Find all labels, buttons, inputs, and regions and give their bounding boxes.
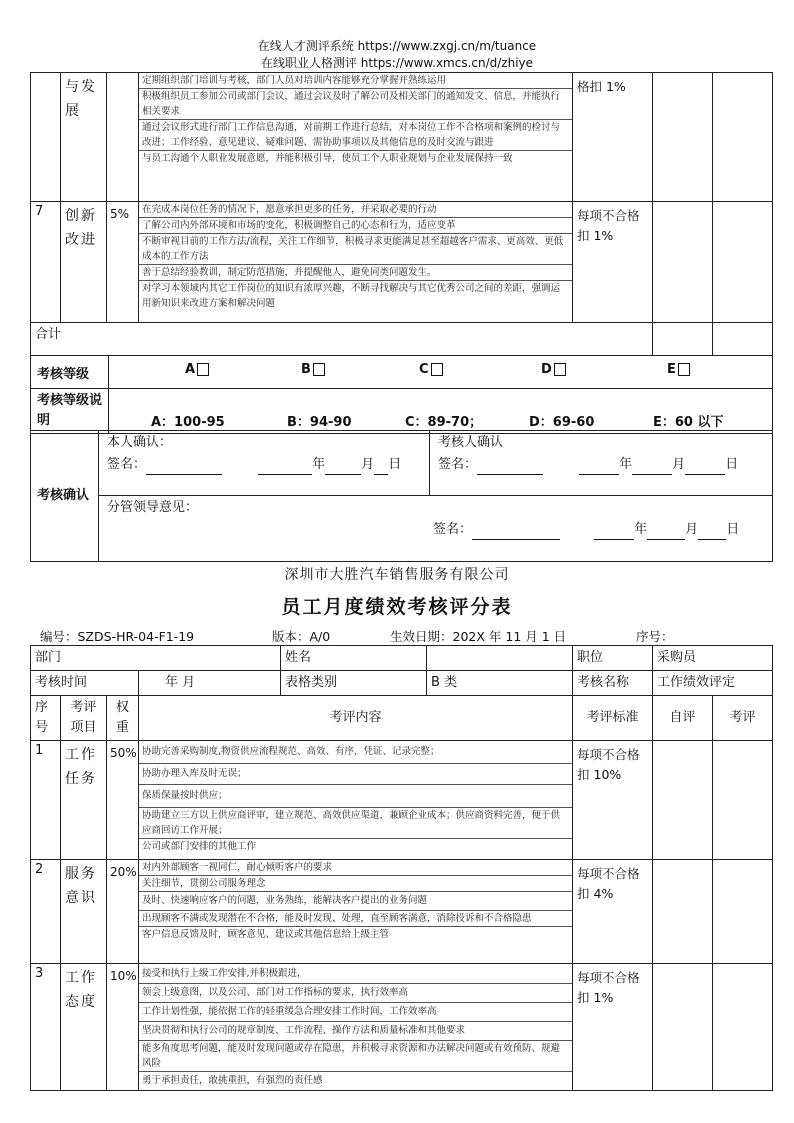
name-field[interactable] [427, 646, 573, 671]
row-standard: 每项不合格扣 10% [573, 741, 653, 860]
content-point: 客户信息反馈及时，顾客意见、建议或其他信息给上级主管 [142, 929, 390, 940]
year-label: 年 [634, 522, 648, 537]
col-item-header: 考评项目 [61, 696, 107, 741]
self-score-cell[interactable] [653, 741, 713, 860]
row-item: 服务意识 [61, 860, 107, 964]
grade-options [109, 356, 773, 389]
col-content-header: 考评内容 [139, 696, 573, 741]
year-label: 年 [312, 457, 326, 472]
grade-desc-e: E：60 以下 [653, 415, 724, 430]
self-confirm-cell[interactable] [99, 431, 430, 496]
row-weight: 20% [107, 860, 139, 964]
checkbox-icon [313, 363, 325, 376]
grade-label: 考核等级 [31, 356, 109, 389]
total-row [31, 323, 773, 356]
checkbox-icon [554, 363, 566, 376]
table-row [31, 860, 773, 964]
col-review-header: 考评 [713, 696, 773, 741]
leader-opinion-cell[interactable] [99, 496, 773, 562]
grade-desc-row [31, 389, 773, 434]
grade-option-e[interactable]: E [667, 362, 690, 377]
sign-label: 签名： [433, 522, 473, 537]
assess-name-label: 考核名称 [573, 671, 653, 696]
row-standard: 格扣 1% [573, 73, 653, 202]
grade-desc-c: C：89-70； [405, 415, 483, 430]
assessor-confirm-label: 考核人确认 [438, 435, 504, 450]
type-label: 表格类别 [281, 671, 427, 696]
sign-label: 签名： [438, 457, 478, 472]
content-point: 坚决贯彻和执行公司的规章制度、工作流程、操作方法和质量标准和其他要求 [139, 1022, 572, 1041]
content-point: 在完成本岗位任务的情况下，愿意承担更多的任务，并采取必要的行动 [139, 202, 572, 218]
name-label: 姓名 [281, 646, 427, 671]
grade-desc-label: 考核等级说明 [31, 389, 109, 434]
day-label: 日 [388, 457, 402, 472]
day-label: 日 [725, 457, 739, 472]
content-point: 协助建立三方以上供应商评审，建立规范、高效供应渠道，兼顾企业成本；供应商资料完善，便于供应商回访工作开展； [139, 808, 572, 839]
confirm-label: 考核确认 [31, 431, 99, 562]
header-line-1: 在线人才测评系统 https://www.zxgj.cn/m/tuance [257, 39, 537, 53]
row-content [139, 964, 573, 1091]
checkbox-icon [197, 363, 209, 376]
content-point: 及时、快速响应客户的问题，业务熟练，能解决客户提出的业务问题 [139, 892, 572, 911]
content-point: 工作计划性强，能依据工作的轻重缓急合理安排工作时间，工作效率高 [139, 1003, 572, 1022]
content-point: 保质保量按时供应； [139, 785, 572, 808]
grade-desc-b: B：94-90 [287, 415, 352, 430]
row-number: 1 [31, 741, 61, 860]
self-score-cell[interactable] [653, 202, 713, 323]
content-point: 对学习本领域内其它工作岗位的知识有浓厚兴趣，不断寻找解决与其它优秀公司之间的差距，强调运用新知识来改进方案和解决问题 [142, 283, 561, 309]
content-point: 关注细节，贯彻公司服务理念 [139, 876, 572, 892]
self-score-cell[interactable] [653, 73, 713, 202]
grade-option-d[interactable]: D [541, 362, 566, 377]
row-weight: 5% [107, 202, 139, 323]
grade-desc-a: A：100-95 [151, 415, 225, 430]
row-content [139, 73, 573, 202]
form-info-row [31, 646, 773, 671]
row-item: 与发展 [61, 73, 107, 202]
position-label: 职位 [573, 646, 653, 671]
sign-label: 签名： [107, 457, 147, 472]
grade-option-b[interactable]: B [301, 362, 325, 377]
col-num-header: 序号 [31, 696, 61, 741]
row-number [31, 73, 61, 202]
grade-option-c[interactable]: C [419, 362, 443, 377]
assess-name-value: 工作绩效评定 [653, 671, 773, 696]
row-weight [107, 73, 139, 202]
row-weight: 10% [107, 964, 139, 1091]
review-score-cell[interactable] [713, 741, 773, 860]
grade-desc [109, 389, 773, 434]
day-label: 日 [726, 522, 740, 537]
content-point: 定期组织部门培训与考核，部门人员对培训内容能够充分掌握并熟练运用 [139, 73, 572, 89]
content-point: 通过会议形式进行部门工作信息沟通，对前期工作进行总结，对本岗位工作不合格项和案例的检讨与改进；工作经验、意见建议、疑难问题、需协助事项以及其他信息的及时交流与跟进 [139, 120, 572, 151]
content-point: 了解公司内外部环境和市场的变化，积极调整自己的心态和行为，适应变革 [139, 218, 572, 234]
row-content [139, 860, 573, 964]
table-row [31, 964, 773, 1091]
content-point: 接受和执行上级工作安排,并积极跟进， [139, 964, 572, 984]
column-header-row [31, 696, 773, 741]
table-row [31, 202, 773, 323]
review-score-cell[interactable] [713, 202, 773, 323]
row-content [139, 202, 573, 323]
content-point: 协助完善采购制度,物资供应流程规范、高效、有序，凭证、记录完整； [139, 741, 572, 764]
self-total-cell[interactable] [653, 323, 713, 356]
period-label: 考核时间 [31, 671, 139, 696]
month-label: 月 [672, 457, 686, 472]
row-weight: 50% [107, 741, 139, 860]
header-line-2: 在线职业人格测评 https://www.xmcs.cn/d/zhiye [260, 56, 534, 70]
page-title: 员工月度绩效考核评分表 [281, 596, 513, 618]
content-point: 公司或部门安排的其他工作 [142, 841, 257, 852]
content-point: 勇于承担责任，敢挑重担，有强烈的责任感 [142, 1075, 323, 1086]
content-point: 不断审视目前的工作方法/流程，关注工作细节，积极寻求更能满足甚至超越客户需求、更高效、更低成本的工作方法 [139, 234, 572, 265]
row-item: 创新改进 [61, 202, 107, 323]
company-name: 深圳市大胜汽车销售服务有限公司 [284, 567, 510, 583]
assessor-confirm-cell[interactable] [430, 431, 773, 496]
grade-table [30, 355, 773, 434]
content-point: 积极组织员工参加公司或部门会议，通过会议及时了解公司及相关部门的通知发文、信息，并能执行相关要求 [139, 89, 572, 120]
review-score-cell[interactable] [713, 73, 773, 202]
grade-row [31, 356, 773, 389]
col-standard-header: 考评标准 [573, 696, 653, 741]
col-weight-header: 权重 [107, 696, 139, 741]
row-standard: 每项不合格扣 4% [573, 860, 653, 964]
form-effective-date: 生效日期：202X 年 11 月 1 日 [390, 629, 567, 644]
row-number: 7 [31, 202, 61, 323]
content-point: 出现顾客不满或发现潜在不合格，能及时发现、处理，直至顾客满意，消除投诉和不合格隐患 [139, 911, 572, 927]
confirm-table [30, 430, 773, 562]
review-total-cell[interactable] [713, 323, 773, 356]
checkbox-icon [431, 363, 443, 376]
total-label: 合计 [31, 323, 653, 356]
position-value: 采购员 [653, 646, 773, 671]
row-item: 工作任务 [61, 741, 107, 860]
content-point: 协助办理入库及时无误； [139, 764, 572, 785]
grade-option-a[interactable]: A [185, 362, 209, 377]
row-standard: 每项不合格扣 1% [573, 964, 653, 1091]
row-standard: 每项不合格扣 1% [573, 202, 653, 323]
review-score-cell[interactable] [713, 964, 773, 1091]
table-row [31, 741, 773, 860]
content-point: 善于总结经验教训，制定防范措施，并提醒他人，避免同类问题发生。 [139, 265, 572, 281]
grade-desc-d: D：69-60 [529, 415, 595, 430]
table-row [31, 73, 773, 202]
period-value[interactable]: 年 月 [139, 671, 281, 696]
form-serial: 序号： [636, 629, 674, 644]
content-point: 能多角度思考问题，能及时发现问题或存在隐患，并积极寻求资源和办法解决问题或有效预防、规避风险 [139, 1041, 572, 1072]
checkbox-icon [678, 363, 690, 376]
bottom-assessment-table [30, 645, 773, 1091]
review-score-cell[interactable] [713, 860, 773, 964]
form-code: 编号：SZDS-HR-04-F1-19 [40, 629, 195, 644]
content-point: 与员工沟通个人职业发展意愿，并能积极引导，使员工个人职业规划与企业发展保持一致 [142, 153, 513, 164]
col-self-header: 自评 [653, 696, 713, 741]
year-label: 年 [619, 457, 633, 472]
content-point: 对内外部顾客一视同仁，耐心倾听客户的要求 [139, 860, 572, 876]
self-score-cell[interactable] [653, 860, 713, 964]
month-label: 月 [361, 457, 375, 472]
self-score-cell[interactable] [653, 964, 713, 1091]
top-assessment-table [30, 72, 773, 356]
row-number: 2 [31, 860, 61, 964]
row-number: 3 [31, 964, 61, 1091]
month-label: 月 [685, 522, 699, 537]
form-version: 版本：A/0 [272, 629, 331, 644]
form-info-row [31, 671, 773, 696]
self-confirm-label: 本人确认： [107, 435, 173, 450]
row-item: 工作态度 [61, 964, 107, 1091]
dept-label: 部门 [31, 646, 281, 671]
row-content [139, 741, 573, 860]
leader-opinion-label: 分管领导意见： [107, 500, 199, 515]
content-point: 领会上级意图，以及公司、部门对工作指标的要求，执行效率高 [139, 984, 572, 1003]
type-value: B 类 [427, 671, 573, 696]
